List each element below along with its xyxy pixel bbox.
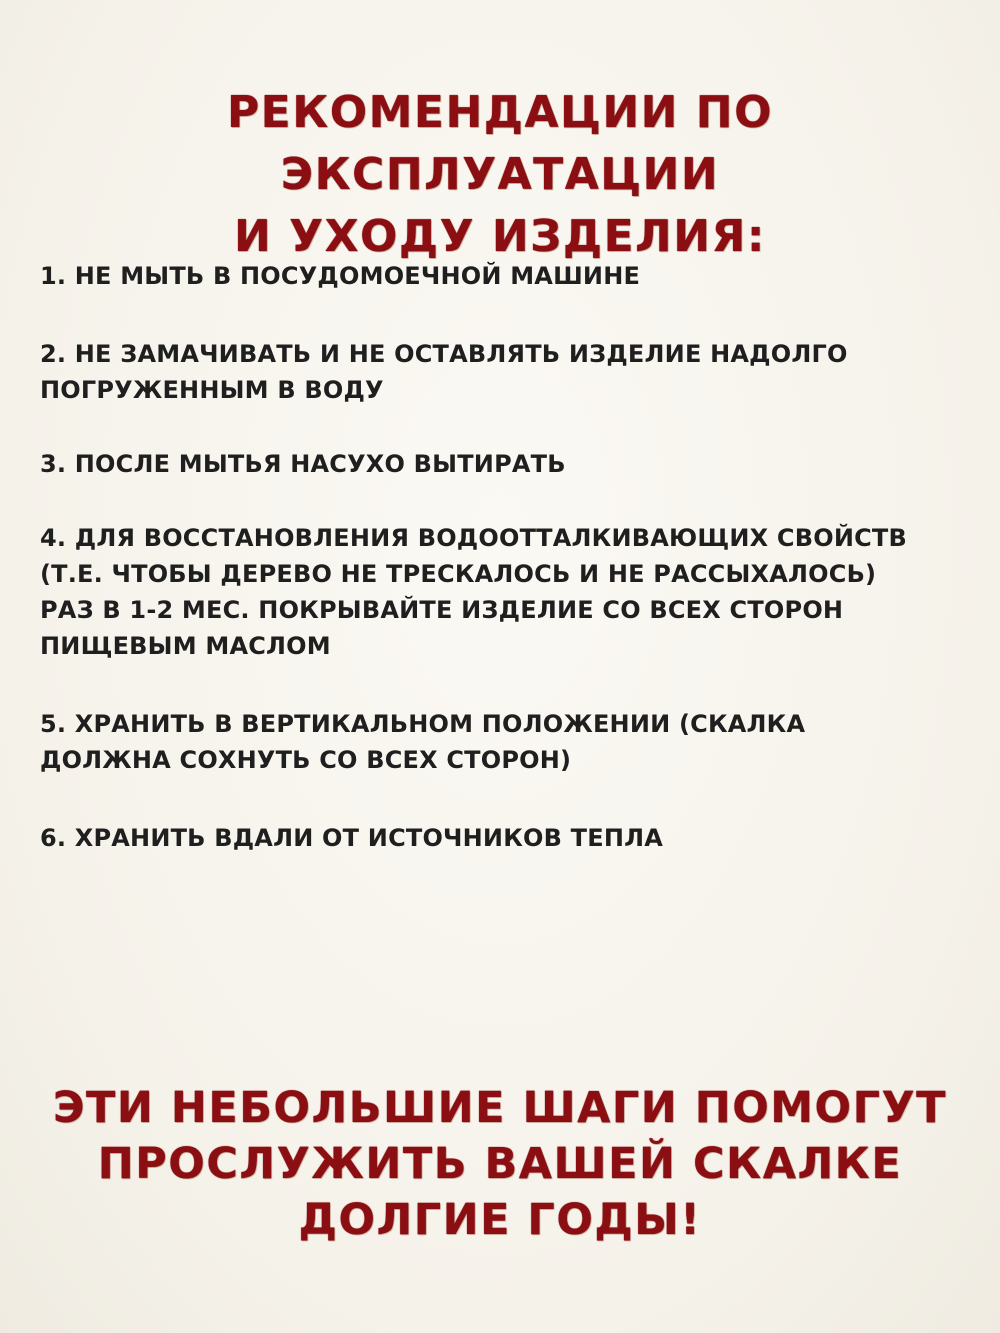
instruction-5-line-2: ДОЛЖНА СОХНУТЬ СО ВСЕХ СТОРОН) (40, 746, 572, 774)
page-title (30, 82, 970, 268)
instruction-item-1 (40, 258, 970, 294)
instruction-5-line-1: 5. ХРАНИТЬ В ВЕРТИКАЛЬНОМ ПОЛОЖЕНИИ (СКАЛКА (40, 710, 806, 738)
instruction-4-line-3: РАЗ В 1-2 МЕС. ПОКРЫВАЙТЕ ИЗДЕЛИЕ СО ВСЕХ СТОРОН (40, 596, 844, 624)
closing-line-2: ПРОСЛУЖИТЬ ВАШЕЙ СКАЛКЕ (97, 1139, 903, 1189)
instruction-list (40, 258, 970, 856)
instruction-3-line-1: 3. ПОСЛЕ МЫТЬЯ НАСУХО ВЫТИРАТЬ (40, 450, 566, 478)
instruction-2-line-2: ПОГРУЖЕННЫМ В ВОДУ (40, 376, 384, 404)
closing-message (20, 1080, 980, 1248)
instruction-item-3 (40, 446, 970, 482)
instruction-item-2 (40, 336, 970, 408)
instruction-4-line-2: (Т.Е. ЧТОБЫ ДЕРЕВО НЕ ТРЕСКАЛОСЬ И НЕ РАССЫХАЛОСЬ) (40, 560, 877, 588)
instruction-4-line-1: 4. ДЛЯ ВОССТАНОВЛЕНИЯ ВОДООТТАЛКИВАЮЩИХ СВОЙСТВ (40, 524, 908, 552)
instruction-item-4 (40, 520, 970, 664)
title-line-1: РЕКОМЕНДАЦИИ ПО ЭКСПЛУАТАЦИИ (226, 87, 774, 200)
instruction-1-line-1: 1. НЕ МЫТЬ В ПОСУДОМОЕЧНОЙ МАШИНЕ (40, 262, 641, 290)
instruction-item-5 (40, 706, 970, 778)
title-line-2: И УХОДУ ИЗДЕЛИЯ: (234, 211, 766, 262)
instruction-4-line-4: ПИЩЕВЫМ МАСЛОМ (40, 632, 331, 660)
instruction-6-line-1: 6. ХРАНИТЬ ВДАЛИ ОТ ИСТОЧНИКОВ ТЕПЛА (40, 824, 664, 852)
closing-line-1: ЭТИ НЕБОЛЬШИЕ ШАГИ ПОМОГУТ (52, 1083, 947, 1133)
closing-line-3: ДОЛГИЕ ГОДЫ! (298, 1195, 702, 1245)
instruction-2-line-1: 2. НЕ ЗАМАЧИВАТЬ И НЕ ОСТАВЛЯТЬ ИЗДЕЛИЕ НАДОЛГО (40, 340, 848, 368)
instruction-item-6 (40, 820, 970, 856)
